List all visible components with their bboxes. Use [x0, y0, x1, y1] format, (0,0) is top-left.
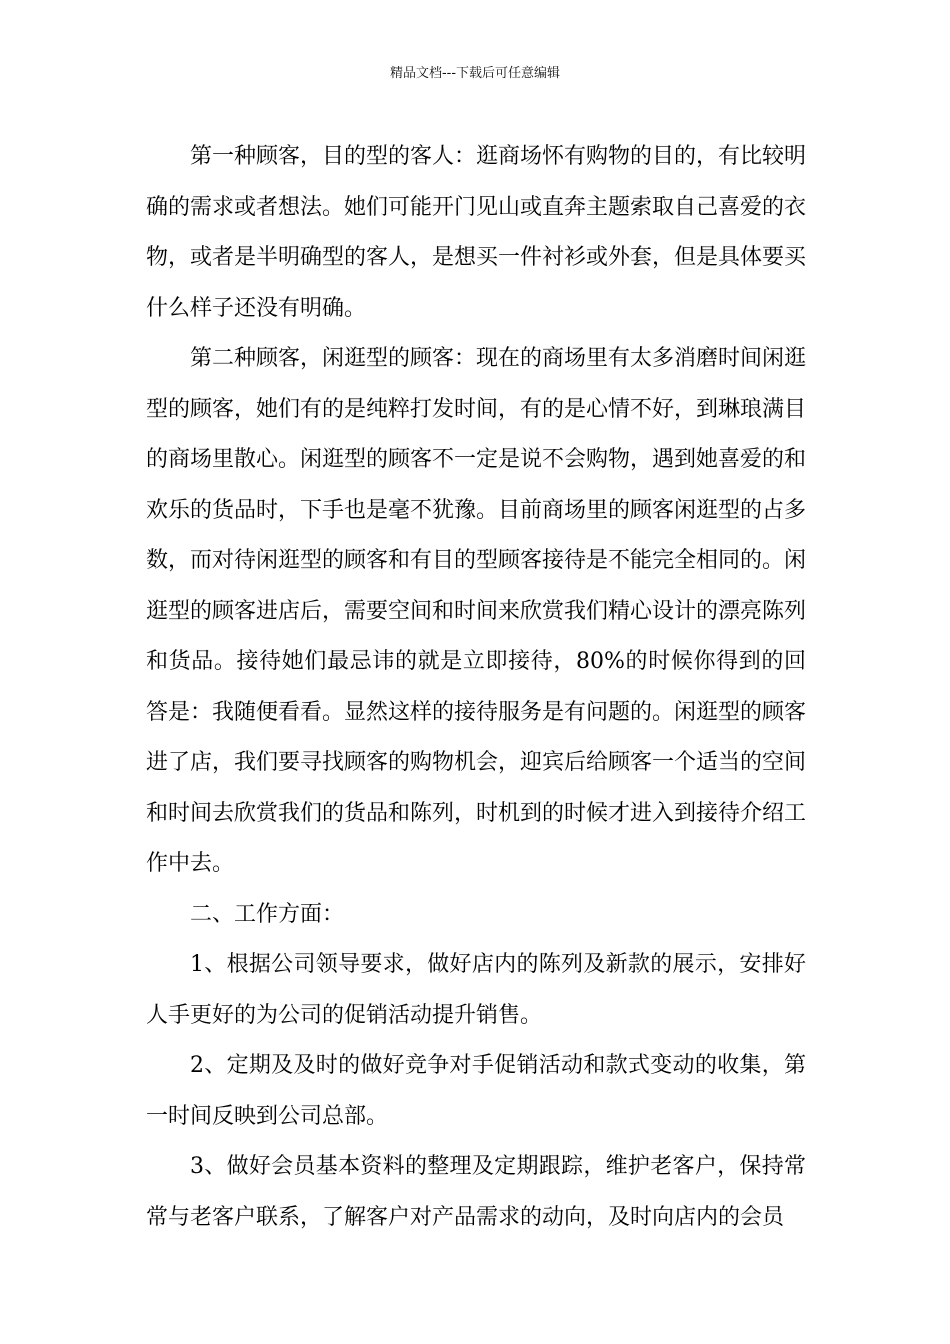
work-item-3: 3、做好会员基本资料的整理及定期跟踪，维护老客户，保持常常与老客户联系，了解客户对产品需求的动向，及时向店内的会员 [146, 1154, 806, 1230]
work-item-1: 1、根据公司领导要求，做好店内的陈列及新款的展示，安排好人手更好的为公司的促销活动提升销售。 [146, 952, 806, 1028]
page-header: 精品文档---下载后可任意编辑 [389, 66, 561, 81]
work-item-2: 2、定期及及时的做好竞争对手促销活动和款式变动的收集，第一时间反映到公司总部。 [146, 1053, 806, 1129]
document-body [146, 132, 806, 1243]
paragraph-customer-type-1: 第一种顾客，目的型的客人：逛商场怀有购物的目的，有比较明确的需求或者想法。她们可能开门见山或直奔主题索取自己喜爱的衣物，或者是半明确型的客人，是想买一件衬衫或外套，但是具体要买什么样子还没有明确。 [146, 144, 807, 321]
paragraph-customer-type-2: 第二种顾客，闲逛型的顾客：现在的商场里有太多消磨时间闲逛型的顾客，她们有的是纯粹打发时间，有的是心情不好，到琳琅满目的商场里散心。闲逛型的顾客不一定是说不会购物，遇到她喜爱的和欢乐的货品时，下手也是毫不犹豫。目前商场里的顾客闲逛型的占多数，而对待闲逛型的顾客和有目的型顾客接待是不能完全相同的。闲逛型的顾客进店后，需要空间和时间来欣赏我们精心设计的漂亮陈列和货品。接待她们最忌讳的就是立即接待，80%的时候你得到的回答是：我随便看看。显然这样的接待服务是有问题的。闲逛型的顾客进了店，我们要寻找顾客的购物机会，迎宾后给顾客一个适当的空间和时间去欣赏我们的货品和陈列，时机到的时候才进入到接待介绍工作中去。 [146, 346, 807, 876]
section-heading-work: 二、工作方面： [190, 901, 345, 927]
